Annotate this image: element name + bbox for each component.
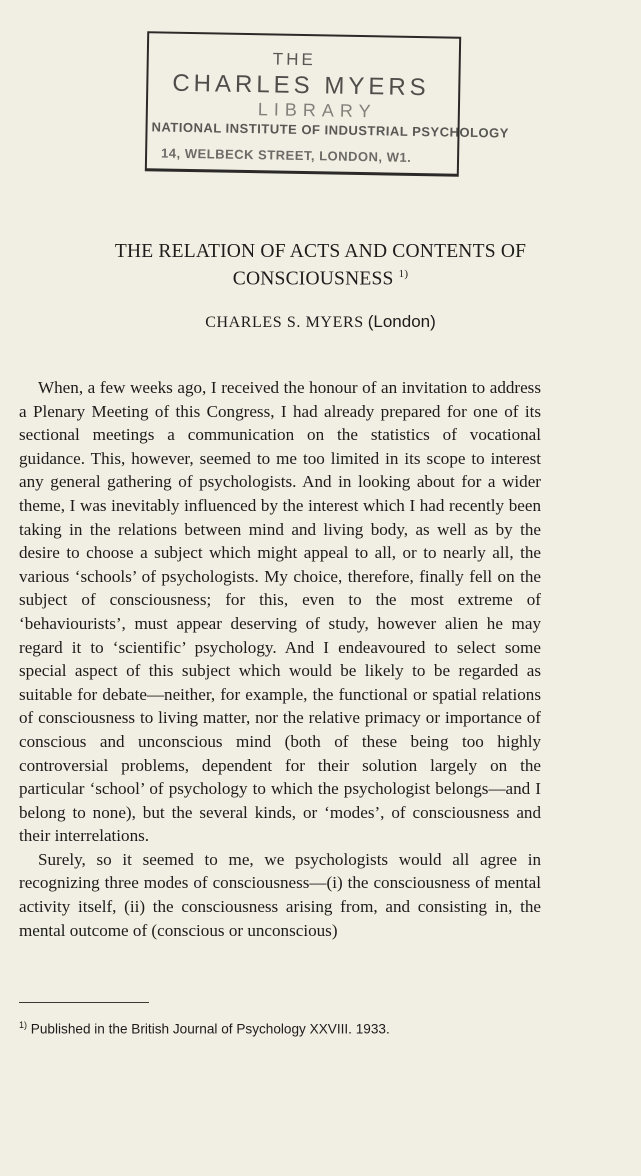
body-text xyxy=(19,376,541,942)
stamp-line-address: 14, WELBECK STREET, LONDON, W1. xyxy=(160,145,412,165)
stamp-line-name: CHARLES MYERS xyxy=(172,69,430,102)
title-footnote-marker: 1) xyxy=(398,268,409,280)
footnote-marker: 1) xyxy=(19,1020,28,1030)
author-location: (London) xyxy=(367,312,436,331)
footnote xyxy=(19,1020,390,1037)
author-line xyxy=(0,312,641,332)
title-line-2: CONSCIOUSNESS xyxy=(232,268,394,290)
footnote-divider xyxy=(19,1002,149,1003)
footnote-text: Published in the British Journal of Psychology XXVIII. 1933. xyxy=(30,1021,390,1037)
title-line-1: THE RELATION OF ACTS AND CONTENTS OF xyxy=(114,241,527,262)
paragraph-1: When, a few weeks ago, I received the honour of an invitation to address a Plenary Meeting of this Congress, I had already prepared for one of its sectional meetings a communication on the statistics of vocational guidance. This, however, seemed to me too limited in its scope to interest any general gathering of psychologists. And in looking about for a wider theme, I was inevitably influenced by the interest which I had recently been taking in the relations between mind and living body, as well as by the desire to choose a subject which might appeal to all, or to nearly all, the various ‘schools’ of psychologists. My choice, therefore, finally fell on the subject of consciousness; for this, even to the most extreme of ‘behaviourists’, must appear deserving of study, however alien he may regard it to ‘scientific’ psychology. And I endeavoured to select some special aspect of this subject which would be likely to be regarded as suitable for debate—neither, for example, the functional or spatial relations of consciousness to living matter, nor the relative primacy or importance of conscious and unconscious mind (both of these being too highly controversial problems, dependent for their solution largely on the particular ‘school’ of psychology to which the psychologist belongs—and I belong to none), but the several kinds, or ‘modes’, of consciousness and their interrelations. xyxy=(19,378,541,846)
author-name: CHARLES S. MYERS xyxy=(205,314,364,331)
library-stamp xyxy=(145,31,509,176)
stamp-line-library: LIBRARY xyxy=(257,99,377,122)
stamp-line-the: THE xyxy=(272,49,316,70)
paragraph-2: Surely, so it seemed to me, we psychologists would all agree in recognizing three modes of consciousness—(i) the consciousness of mental activity itself, (ii) the consciousness arising from, and consisting in, the mental outcome of (conscious or unconscious) xyxy=(19,849,541,940)
stamp-line-institute: NATIONAL INSTITUTE OF INDUSTRIAL PSYCHOLOGY xyxy=(151,119,509,141)
article-title xyxy=(0,240,641,291)
